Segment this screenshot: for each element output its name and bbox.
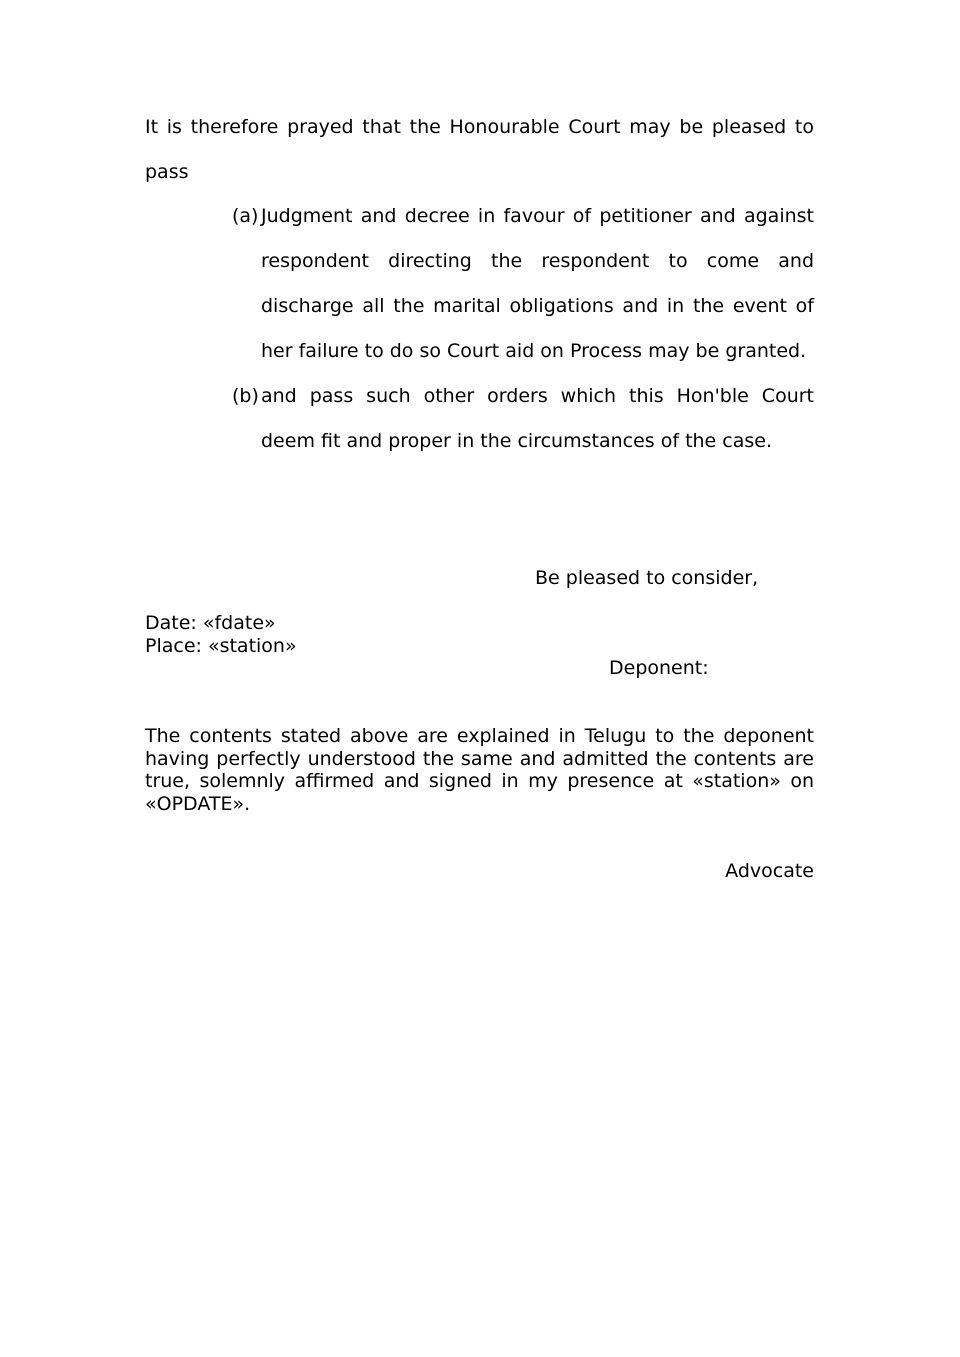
date-line: Date: «fdate» <box>145 612 276 634</box>
relief-marker-a: (a) <box>232 205 259 227</box>
relief-item-a <box>232 194 814 374</box>
relief-text-a: Judgment and decree in favour of petitioner and against respondent directing the respondent to come and discharge all the marital obligations and in the event of her failure to do so Court aid on Process may be granted. <box>261 205 814 362</box>
consider-line: Be pleased to consider, <box>535 567 759 589</box>
deponent-label: Deponent: <box>609 657 709 679</box>
place-line: Place: «station» <box>145 635 297 657</box>
relief-list <box>232 194 814 464</box>
prayer-intro: It is therefore prayed that the Honourable Court may be pleased to pass <box>145 116 814 183</box>
advocate-label: Advocate <box>725 860 814 882</box>
verification-text: The contents stated above are explained in Telugu to the deponent having perfectly understood the same and admitted the contents are true, solemnly affirmed and signed in my presence at «station» on «OPDATE». <box>145 725 814 815</box>
relief-text-b: and pass such other orders which this Hon'ble Court deem fit and proper in the circumstances of the case. <box>261 385 814 452</box>
relief-marker-b: (b) <box>232 385 259 407</box>
relief-item-b <box>232 374 814 464</box>
